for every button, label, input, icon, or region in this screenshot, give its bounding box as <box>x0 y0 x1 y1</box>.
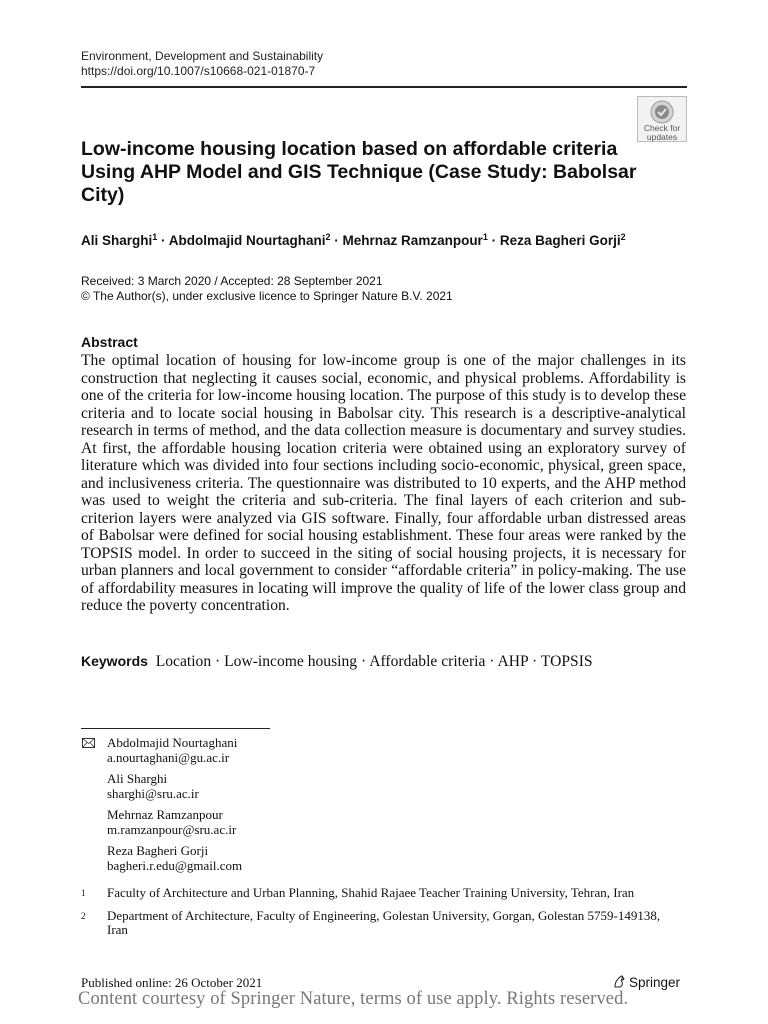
contact-name: Mehrnaz Ramzanpour <box>107 807 223 822</box>
affiliation-text: Faculty of Architecture and Urban Planning, Shahid Rajaee Teacher Training University, Tehran, Iran <box>107 885 635 900</box>
envelope-icon <box>82 738 95 748</box>
contact-email[interactable]: a.nourtaghani@gu.ac.ir <box>107 749 230 765</box>
header-rule <box>81 86 687 88</box>
author-affiliation-mark: 2 <box>620 232 626 242</box>
contact-email[interactable]: bagheri.r.edu@gmail.com <box>107 857 243 873</box>
contact-entry <box>107 736 242 765</box>
contact-email[interactable]: m.ramzanpour@sru.ac.ir <box>107 821 237 837</box>
contact-entry <box>107 844 242 873</box>
publisher-logo[interactable] <box>612 975 680 990</box>
check-for-updates-icon <box>650 100 674 124</box>
contact-entry <box>107 808 242 837</box>
author-affiliation-mark: 2 <box>325 232 331 242</box>
publisher-name: Springer <box>629 975 681 990</box>
contact-name: Abdolmajid Nourtaghani <box>107 735 238 750</box>
courtesy-notice: Content courtesy of Springer Nature, terms of use apply. Rights reserved. <box>78 989 629 1009</box>
doi-link[interactable]: https://doi.org/10.1007/s10668-021-01870-7 <box>81 64 316 78</box>
contact-name: Reza Bagheri Gorji <box>107 843 209 858</box>
journal-name: Environment, Development and Sustainability <box>81 49 324 63</box>
journal-header <box>81 49 323 79</box>
published-online-date: Published online: 26 October 2021 <box>81 975 263 990</box>
author-separator: · <box>330 233 343 248</box>
keywords-text: Location · Low-income housing · Affordable criteria · AHP · TOPSIS <box>155 653 593 670</box>
affiliation-number: 2 <box>81 910 86 921</box>
affiliation-list <box>81 886 681 946</box>
author-affiliation-mark: 1 <box>482 232 488 242</box>
contact-name: Ali Sharghi <box>107 771 168 786</box>
footnote-rule <box>81 728 270 729</box>
author-separator: · <box>157 233 169 248</box>
keywords-line <box>81 653 593 671</box>
contact-entry <box>107 772 242 801</box>
author-separator: · <box>487 233 500 248</box>
affiliation-text: Department of Architecture, Faculty of Engineering, Golestan University, Gorgan, Golestan 5759-149138, Iran <box>107 907 661 937</box>
springer-horse-icon <box>612 975 626 989</box>
author-name[interactable]: Mehrnaz Ramzanpour <box>342 233 483 248</box>
badge-line-1: Check for <box>643 123 681 133</box>
author-name[interactable]: Reza Bagheri Gorji <box>499 233 621 248</box>
badge-line-2: updates <box>646 132 678 142</box>
dates-block <box>81 274 453 304</box>
author-list <box>81 232 626 248</box>
contact-list <box>107 736 242 880</box>
abstract-heading: Abstract <box>81 334 138 350</box>
copyright-line: © The Author(s), under exclusive licence to Springer Nature B.V. 2021 <box>81 289 453 303</box>
author-name[interactable]: Ali Sharghi <box>81 233 153 248</box>
affiliation-entry <box>81 909 681 938</box>
abstract-text: The optimal location of housing for low-income group is one of the major challenges in its construction that neglecting it causes social, economic, and physical problems. Affordability is one of the criteria for low-income housing location. The purpose of this study is to develop these criteria and to locate social housing in Babolsar city. This research is a descriptive-analytical research in terms of method, and the data collection measure is documentary and survey studies. At first, the affordable housing location criteria were obtained using an exploratory survey of literature which was divided into four sections including socio-economic, physical, green space, and inclusiveness criteria. The questionnaire was distributed to 10 experts, and the AHP method was used to weight the criteria and sub-criteria. The final layers of each criterion and sub-criterion layers were analyzed via GIS software. Finally, four affordable urban distressed areas of Babolsar were defined for social housing establishment. These four areas were ranked by the TOPSIS model. In order to succeed in the siting of social housing projects, it is necessary for urban planners and local government to consider “affordable criteria” in policy-making. The use of affordability measures in locating will improve the quality of life of the lower class group and reduce the poverty concentration. <box>81 352 686 614</box>
affiliation-entry <box>81 886 681 901</box>
affiliation-number: 1 <box>81 888 86 898</box>
contact-email[interactable]: sharghi@sru.ac.ir <box>107 785 199 801</box>
author-name[interactable]: Abdolmajid Nourtaghani <box>168 233 326 248</box>
received-accepted-dates: Received: 3 March 2020 / Accepted: 28 September 2021 <box>81 274 383 288</box>
author-affiliation-mark: 1 <box>152 232 158 242</box>
paper-title: Low-income housing location based on affordable criteria Using AHP Model and GIS Technique (Case Study: Babolsar City) <box>81 138 637 206</box>
check-for-updates-badge[interactable] <box>637 96 687 142</box>
keywords-label: Keywords <box>81 653 148 669</box>
